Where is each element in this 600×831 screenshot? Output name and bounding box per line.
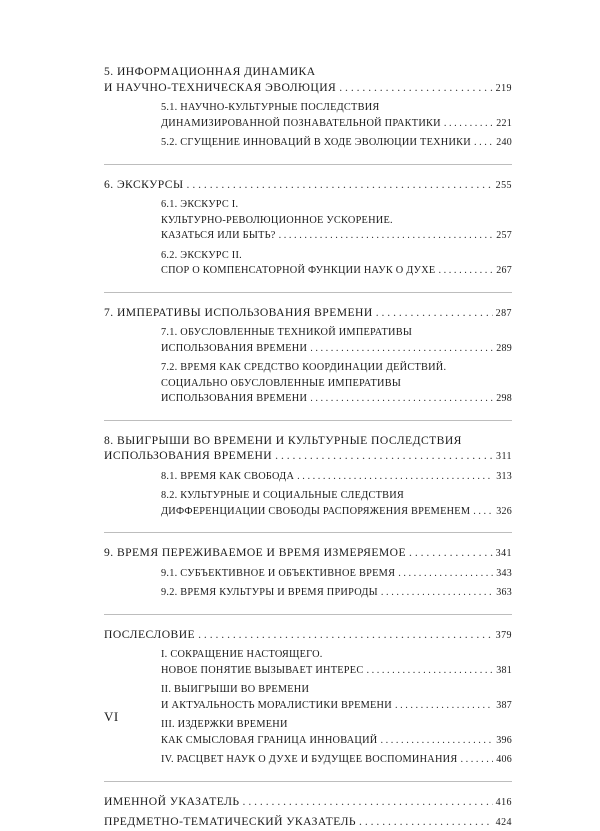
dot-leader [376, 305, 493, 321]
page-ref: 343 [496, 567, 512, 579]
page-ref: 406 [496, 754, 512, 765]
entry-title-line: НОВОЕ ПОНЯТИЕ ВЫЗЫВАЕТ ИНТЕРЕС [161, 664, 364, 676]
entry-title-line: ИСПОЛЬЗОВАНИЯ ВРЕМЕНИ [104, 449, 273, 462]
entry-title-line: 8.1. ВРЕМЯ КАК СВОБОДА [161, 470, 295, 482]
page-ref: 240 [496, 137, 512, 148]
entry-title-line: IV. РАСЦВЕТ НАУК О ДУХЕ И БУДУЩЕЕ ВОСПОМИНАНИЯ [161, 754, 458, 765]
dot-leader [310, 341, 493, 357]
entry-title-line: I. СОКРАЩЕНИЕ НАСТОЯЩЕГО. [161, 649, 323, 660]
entry-title-line: ИСПОЛЬЗОВАНИЯ ВРЕМЕНИ [161, 393, 308, 404]
dot-leader [187, 177, 493, 193]
dot-leader [444, 116, 493, 132]
entry-title-line: ПРЕДМЕТНО-ТЕМАТИЧЕСКИЙ УКАЗАТЕЛЬ [104, 815, 357, 828]
chapter-entry[interactable] [104, 177, 512, 194]
chapter-entry[interactable] [104, 433, 512, 465]
page-ref: 396 [496, 734, 512, 746]
chapter-entry[interactable] [104, 545, 512, 562]
dot-leader [297, 469, 493, 485]
page-ref: 298 [496, 393, 512, 404]
page-ref: 326 [496, 505, 512, 517]
entry-title-line: И АКТУАЛЬНОСТЬ МОРАЛИСТИКИ ВРЕМЕНИ [161, 699, 392, 711]
page-ref: 257 [496, 230, 512, 241]
subsection-entry[interactable] [161, 469, 512, 485]
subsection-entry[interactable] [161, 717, 512, 748]
subsection-entry[interactable] [161, 752, 512, 768]
dot-leader [279, 228, 494, 244]
page-ref: 311 [496, 451, 512, 462]
page-ref: 313 [496, 470, 512, 482]
entry-title-line: СОЦИАЛЬНО ОБУСЛОВЛЕННЫЕ ИМПЕРАТИВЫ [161, 377, 402, 389]
entry-title-line: 5.2. СГУЩЕНИЕ ИННОВАЦИЙ В ХОДЕ ЭВОЛЮЦИИ ТЕХНИКИ [161, 137, 471, 148]
subsection-entry[interactable] [161, 248, 512, 279]
section-divider [104, 532, 512, 533]
page-ref: 289 [496, 342, 512, 354]
entry-title-line: ДИФФЕРЕНЦИАЦИИ СВОБОДЫ РАСПОРЯЖЕНИЯ ВРЕМЕНЕМ [161, 505, 471, 517]
dot-leader [310, 391, 493, 407]
entry-title-line: 8. ВЫИГРЫШИ ВО ВРЕМЕНИ И КУЛЬТУРНЫЕ ПОСЛЕДСТВИЯ [104, 433, 462, 447]
section-divider [104, 420, 512, 421]
entry-title-line: 7. ИМПЕРАТИВЫ ИСПОЛЬЗОВАНИЯ ВРЕМЕНИ [104, 305, 373, 319]
subsection-entry[interactable] [161, 585, 512, 601]
dot-leader [366, 663, 493, 679]
page-number: VI [104, 709, 119, 724]
entry-title-line: 5. ИНФОРМАЦИОННАЯ ДИНАМИКА [104, 65, 316, 78]
entry-title-line: 8.2. КУЛЬТУРНЫЕ И СОЦИАЛЬНЫЕ СЛЕДСТВИЯ [161, 490, 405, 501]
entry-title-line: 7.2. ВРЕМЯ КАК СРЕДСТВО КООРДИНАЦИИ ДЕЙСТВИЙ. [161, 362, 447, 373]
section-divider [104, 614, 512, 615]
index-entry[interactable] [104, 794, 512, 811]
dot-leader [380, 733, 493, 749]
subsection-entry[interactable] [161, 135, 512, 151]
entry-title-line: ПОСЛЕСЛОВИЕ [104, 627, 196, 641]
subsection-entry[interactable] [161, 682, 512, 713]
entry-title-line: ДИНАМИЗИРОВАННОЙ ПОЗНАВАТЕЛЬНОЙ ПРАКТИКИ [161, 117, 441, 129]
dot-leader [409, 545, 493, 561]
dot-leader [381, 585, 493, 601]
section-divider [104, 781, 512, 782]
page-ref: 379 [495, 629, 512, 641]
page-ref: 341 [495, 548, 512, 559]
dot-leader [359, 814, 493, 830]
dot-leader [243, 794, 493, 810]
page-ref: 219 [495, 82, 512, 94]
dot-leader [275, 448, 493, 464]
subsection-entry[interactable] [161, 100, 512, 131]
page-ref: 424 [495, 817, 512, 828]
entry-title-line: КУЛЬТУРНО-РЕВОЛЮЦИОННОЕ УСКОРЕНИЕ. [161, 214, 393, 226]
dot-leader [339, 80, 492, 96]
index-entry[interactable] [104, 814, 512, 831]
page-ref: 255 [495, 179, 512, 191]
page-ref: 267 [496, 265, 512, 276]
entry-title-line: ИМЕННОЙ УКАЗАТЕЛЬ [104, 794, 240, 808]
dot-leader [438, 263, 493, 279]
entry-title-line: И НАУЧНО-ТЕХНИЧЕСКАЯ ЭВОЛЮЦИЯ [104, 80, 337, 94]
subsection-entry[interactable] [161, 488, 512, 519]
chapter-entry[interactable] [104, 305, 512, 322]
entry-title-line: 5.1. НАУЧНО-КУЛЬТУРНЫЕ ПОСЛЕДСТВИЯ [161, 102, 380, 113]
entry-title-line: 9. ВРЕМЯ ПЕРЕЖИВАЕМОЕ И ВРЕМЯ ИЗМЕРЯЕМОЕ [104, 546, 407, 559]
entry-title-line: III. ИЗДЕРЖКИ ВРЕМЕНИ [161, 719, 288, 730]
dot-leader [395, 698, 493, 714]
dot-leader [474, 135, 493, 151]
entry-title-line: КАЗАТЬСЯ ИЛИ БЫТЬ? [161, 230, 276, 241]
chapter-entry[interactable] [104, 627, 512, 644]
dot-leader [198, 627, 493, 643]
subsection-entry[interactable] [161, 325, 512, 356]
page-ref: 381 [496, 664, 512, 676]
subsection-entry[interactable] [161, 197, 512, 244]
entry-title-line: 9.1. СУБЪЕКТИВНОЕ И ОБЪЕКТИВНОЕ ВРЕМЯ [161, 567, 396, 579]
entry-title-line: 6. ЭКСКУРСЫ [104, 177, 184, 191]
entry-title-line: II. ВЫИГРЫШИ ВО ВРЕМЕНИ [161, 684, 310, 695]
page-ref: 287 [495, 307, 512, 319]
entry-title-line: 6.2. ЭКСКУРС II. [161, 249, 242, 261]
subsection-entry[interactable] [161, 647, 512, 678]
entry-title-line: ИСПОЛЬЗОВАНИЯ ВРЕМЕНИ [161, 342, 308, 354]
subsection-entry[interactable] [161, 360, 512, 407]
dot-leader [473, 504, 493, 520]
dot-leader [398, 566, 493, 582]
subsection-entry[interactable] [161, 566, 512, 582]
chapter-entry[interactable] [104, 64, 512, 96]
table-of-contents [104, 64, 512, 831]
dot-leader [460, 752, 493, 768]
entry-title-line: 9.2. ВРЕМЯ КУЛЬТУРЫ И ВРЕМЯ ПРИРОДЫ [161, 587, 378, 598]
entry-title-line: КАК СМЫСЛОВАЯ ГРАНИЦА ИННОВАЦИЙ [161, 734, 378, 746]
page-ref: 221 [496, 117, 512, 129]
section-divider [104, 292, 512, 293]
entry-title-line: СПОР О КОМПЕНСАТОРНОЙ ФУНКЦИИ НАУК О ДУХЕ [161, 265, 436, 276]
entry-title-line: 6.1. ЭКСКУРС I. [161, 199, 239, 210]
section-divider [104, 164, 512, 165]
page-ref: 387 [496, 699, 512, 711]
page-ref: 416 [495, 796, 512, 808]
page-ref: 363 [496, 587, 512, 598]
entry-title-line: 7.1. ОБУСЛОВЛЕННЫЕ ТЕХНИКОЙ ИМПЕРАТИВЫ [161, 327, 413, 338]
